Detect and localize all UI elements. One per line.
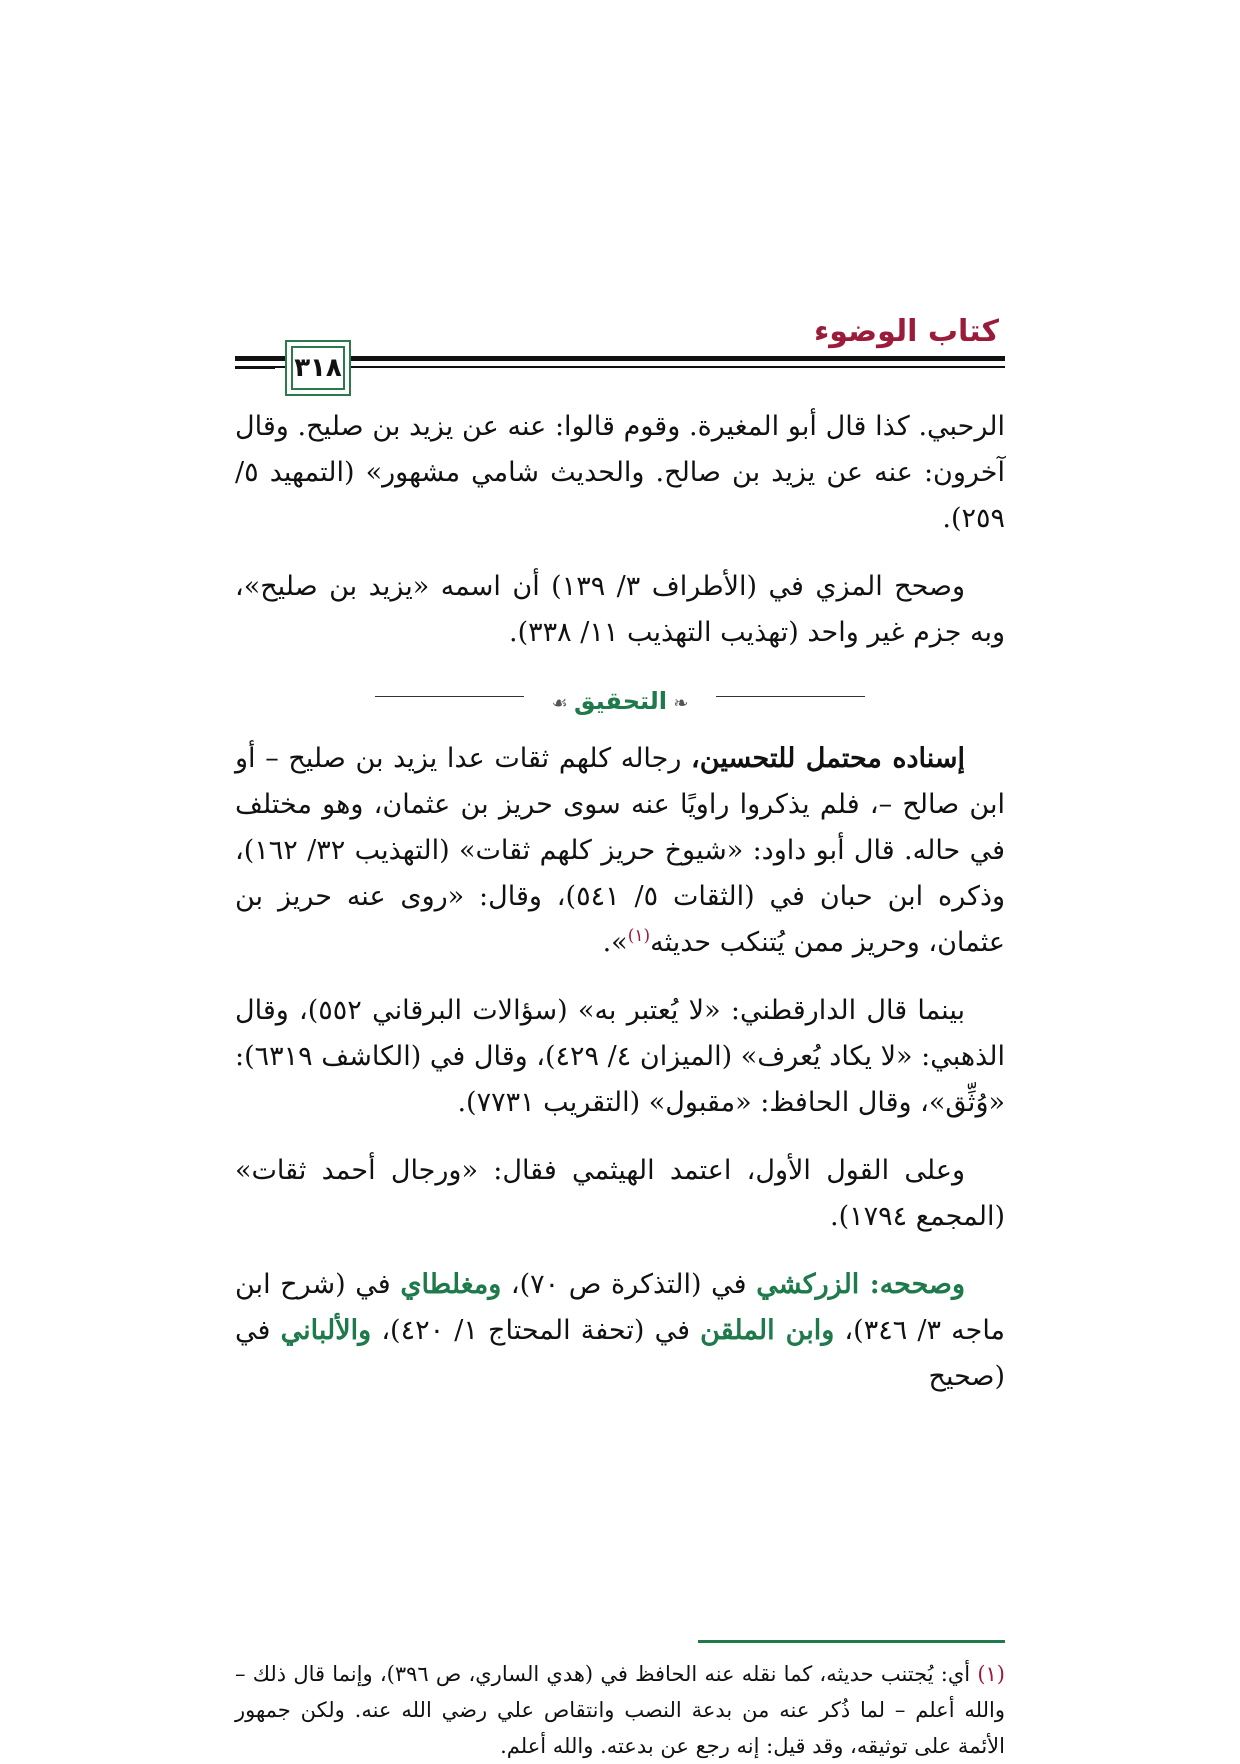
paragraph-6-part: في (صحيح [235, 1315, 1005, 1392]
main-text [235, 404, 1005, 1422]
paragraph-1: الرحبي. كذا قال أبو المغيرة. وقوم قالوا: عنه عن يزيد بن صليح. وقال آخرون: عنه عن يزيد بن صالح. والحديث شامي مشهور» (التمهيد ٥/ ٢٥٩). [235, 411, 1005, 534]
footnotes [235, 1656, 1005, 1764]
left-rule-bottom [235, 366, 275, 369]
paragraph-3-body: رجاله كلهم ثقات عدا يزيد بن صليح – أو ابن صالح –، فلم يذكروا راويًا عنه سوى حريز بن عثمان، وهو مختلف في حاله. قال أبو داود: «شيوخ حريز كلهم ثقات» (التهذيب ٣٢/ ١٦٢)، وذكره ابن حبان في (الثقات ٥/ ٥٤١)، وقال: «روى عنه حريز بن عثمان، وحريز ممن يُتنكب حديثه [235, 743, 1006, 958]
section-divider [235, 678, 1005, 715]
paragraph-6-part: في (شرح ابن ماجه ٣/ ٣٤٦)، [235, 1269, 1006, 1346]
footnote-separator [698, 1640, 1005, 1643]
left-rule-top [235, 356, 275, 359]
scholar-name: وابن الملقن [700, 1315, 835, 1346]
footnote-text: أي: يُجتنب حديثه، كما نقله عنه الحافظ في (هدي الساري، ص ٣٩٦)، وإنما قال ذلك – والله أعلم – لما ذُكر عنه من بدعة النصب وانتقاص علي رضي الله عنه. ولكن جمهور الأئمة على توثيقه، وقد قيل: إنه رجع عن بدعته. والله أعلم. [235, 1662, 1005, 1758]
divider-title: التحقيق [574, 687, 668, 715]
paragraph-6 [235, 1262, 1005, 1400]
paragraph-5: وعلى القول الأول، اعتمد الهيثمي فقال: «ورجال أحمد ثقات» (المجمع ١٧٩٤). [235, 1155, 1005, 1232]
footnote-1 [235, 1656, 1005, 1764]
authenticators-label: وصححه: الزركشي [756, 1269, 965, 1300]
paragraph-2: وصحح المزي في (الأطراف ٣/ ١٣٩) أن اسمه «يزيد بن صليح»، وبه جزم غير واحد (تهذيب التهذيب ١١/ ٣٣٨). [235, 571, 1005, 648]
paragraph-3 [235, 736, 1005, 966]
book-title: كتاب الوضوء [813, 314, 999, 349]
page-number-frame [285, 340, 351, 396]
paragraph-3-end: ». [602, 927, 628, 958]
paragraph-4: بينما قال الدارقطني: «لا يُعتبر به» (سؤالات البرقاني ٥٥٢)، وقال الذهبي: «لا يكاد يُعرف» (الميزان ٤/ ٤٢٩)، وقال في (الكاشف ٦٣١٩): «وُثِّق»، وقال الحافظ: «مقبول» (التقريب ٧٧٣١). [235, 995, 1006, 1118]
page-number-inner-frame [291, 346, 345, 390]
ornament-icon: ❧ [667, 693, 689, 714]
paragraph-6-part: في (التذكرة ص ٧٠)، [501, 1269, 757, 1300]
footnote-number: (١) [977, 1662, 1005, 1686]
footnote-reference[interactable]: (١) [627, 926, 651, 946]
page-number: ٣١٨ [294, 353, 342, 383]
verdict-text: إسناده محتمل للتحسين، [691, 743, 966, 774]
paragraph-6-part: في (تحفة المحتاج ١/ ٤٢٠)، [371, 1315, 701, 1346]
page-header [235, 310, 1005, 400]
scholar-name: والألباني [280, 1315, 372, 1346]
ornament-icon: ☙ [551, 693, 574, 714]
divider-title-wrap [524, 678, 717, 727]
scholar-name: ومغلطاي [400, 1269, 502, 1300]
